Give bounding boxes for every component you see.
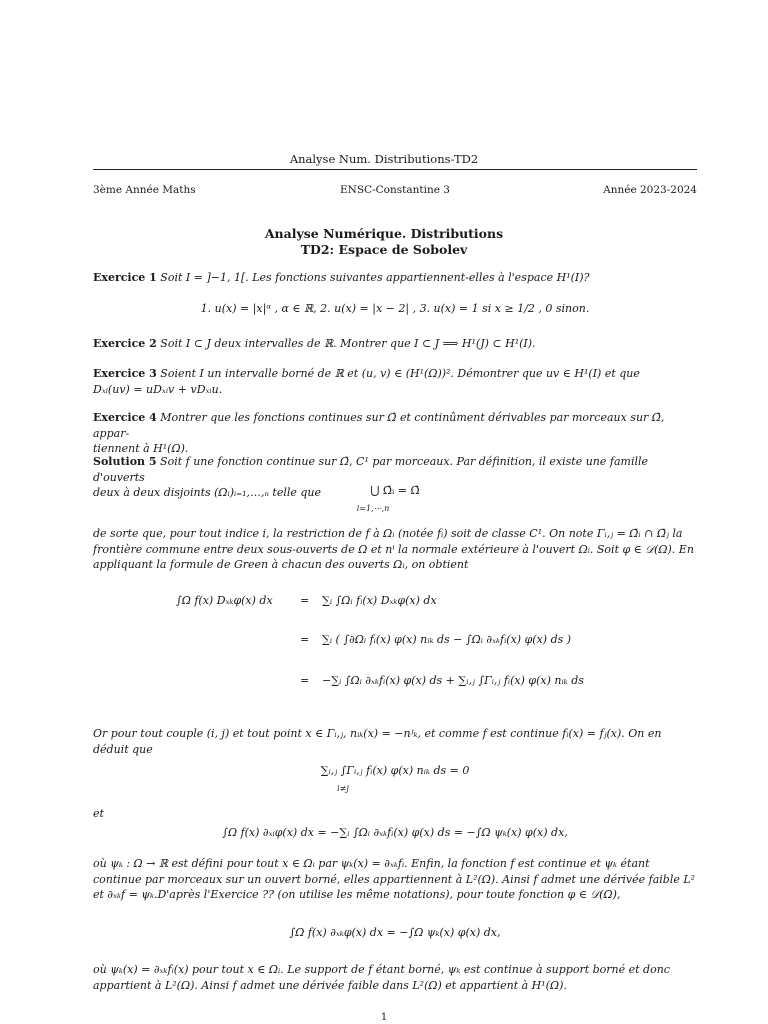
exercise-3-text-2: Dₓᵢ(uv) = uDₓᵢv + vDₓᵢu. <box>93 382 223 396</box>
exercise-4-text-2: tiennent à H¹(Ω). <box>93 442 189 455</box>
green-eq-lhs: ∫Ω f(x) Dₓₖφ(x) dx <box>176 594 273 607</box>
exercise-1-text: Soit I = ]−1, 1[. Les fonctions suivantes appartiennent-elles à l'espace H¹(I)? <box>160 271 590 284</box>
exercise-1-label: Exercice 1 <box>93 271 157 284</box>
solution-5-p3-line-2: déduit que <box>93 742 153 756</box>
solution-5-paragraph-2 <box>93 526 697 573</box>
union-equation-index: i=1,⋯,n <box>356 504 390 513</box>
solution-5-p5-line-1: où ψₖ : Ω → ℝ est défini pour tout x ∈ Ωᵢ par ψₖ(x) = ∂ₓₖfᵢ. Enfin, la fonction f est continue et ψₖ étant <box>93 857 650 870</box>
solution-5-p2-line-3: appliquant la formule de Green à chacun des ouverts Ωᵢ, on obtient <box>93 558 469 571</box>
zero-sum-equation: ∑ᵢ,ⱼ ∫Γᵢ,ⱼ fᵢ(x) φ(x) nᵢₖ ds = 0 <box>320 764 470 777</box>
solution-5-p3-line-1: Or pour tout couple (i, j) et tout point x ∈ Γᵢ,ⱼ, nᵢₖ(x) = −nʲₖ, et comme f est continue fᵢ(x) = fⱼ(x). On en <box>93 727 662 740</box>
union-equation <box>93 484 697 497</box>
green-eq-rhs-3: −∑ᵢ ∫Ωᵢ ∂ₓₖfᵢ(x) φ(x) ds + ∑ᵢ,ⱼ ∫Γᵢ,ⱼ fᵢ(x) φ(x) nᵢₖ ds <box>322 674 584 687</box>
solution-5-paragraph-5 <box>93 856 697 903</box>
exercise-2-label: Exercice 2 <box>93 337 157 350</box>
exercise-4-label: Exercice 4 <box>93 411 157 424</box>
ibp-equation: ∫Ω f(x) ∂ₓᵢφ(x) dx = −∑ᵢ ∫Ωᵢ ∂ₓₖfᵢ(x) φ(x) ds = −∫Ω ψₖ(x) φ(x) dx, <box>222 826 568 839</box>
green-eq-rhs-1: ∑ᵢ ∫Ωᵢ fᵢ(x) Dₓₖφ(x) dx <box>322 594 437 607</box>
running-title: Analyse Num. Distributions-TD2 <box>289 152 479 166</box>
solution-5-p2-line-2: frontière commune entre deux sous-ouverts de Ω et nⁱ la normale extérieure à l'ouvert Ωᵢ. Soit φ ∈ 𝒟(Ω). En <box>93 542 694 556</box>
header-school: ENSC-Constantine 3 <box>340 184 450 196</box>
solution-5-paragraph-6 <box>93 962 697 993</box>
green-eq-equals-2: = <box>300 633 310 646</box>
green-eq-equals-3: = <box>300 674 310 687</box>
header-rule <box>93 169 697 170</box>
zero-sum-index: i≠j <box>337 784 349 793</box>
solution-5-p6-line-2: appartient à L²(Ω). Ainsi f admet une dérivée faible dans L²(Ω) et appartient à H¹(Ω). <box>93 978 567 992</box>
exercise-3-text-1: Soient I un intervalle borné de ℝ et (u, v) ∈ (H¹(Ω))². Démontrer que uv ∈ H¹(I) et que <box>160 367 640 380</box>
exercise-4 <box>93 410 697 457</box>
solution-5-p2-line-1: de sorte que, pour tout indice i, la restriction de f à Ωᵢ (notée fᵢ) soit de classe C¹. On note Γᵢ,ⱼ = Ω̄ᵢ ∩ Ω̄ⱼ la <box>93 527 683 540</box>
header-level: 3ème Année Maths <box>93 184 196 196</box>
union-equation-body: ⋃ Ω̄ᵢ = Ω̄ <box>370 484 420 497</box>
header-row <box>93 184 697 198</box>
green-eq-equals-1: = <box>300 594 310 607</box>
exercise-1 <box>93 270 697 286</box>
solution-5-p5-line-2: continue par morceaux sur un ouvert borné, elles appartiennent à L²(Ω). Ainsi f admet une dérivée faible L² <box>93 872 696 886</box>
solution-5-p6-line-1: où ψₖ(x) = ∂ₓₖfᵢ(x) pour tout x ∈ Ωᵢ. Le support de f étant borné, ψₖ est continue à support borné et donc <box>93 963 670 976</box>
solution-5-line-2: deux à deux disjoints (Ωᵢ)ᵢ₌₁,…,ₙ telle que <box>93 486 322 499</box>
solution-5-label: Solution 5 <box>93 455 157 468</box>
solution-5-line-1: Soit f une fonction continue sur Ω̄, C¹ par morceaux. Par définition, il existe une famille d'ouverts <box>93 455 649 484</box>
solution-5-paragraph-3 <box>93 726 697 757</box>
exercise-4-text-1: Montrer que les fonctions continues sur Ω̄ et continûment dérivables par morceaux sur Ω̄, appar- <box>93 411 665 440</box>
document-subtitle: TD2: Espace de Sobolev <box>300 242 468 257</box>
header-year: Année 2023-2024 <box>603 184 697 196</box>
weak-derivative-equation: ∫Ω f(x) ∂ₓₖφ(x) dx = −∫Ω ψₖ(x) φ(x) dx, <box>289 926 501 939</box>
page-number: 1 <box>380 1012 388 1023</box>
exercise-3 <box>93 366 697 397</box>
exercise-2-text: Soit I ⊂ J deux intervalles de ℝ. Montrer que I ⊂ J ⟹ H¹(J) ⊂ H¹(I). <box>160 337 536 350</box>
green-eq-rhs-2: ∑ᵢ ( ∫∂Ωᵢ fᵢ(x) φ(x) nᵢₖ ds − ∫Ωᵢ ∂ₓₖfᵢ(x) φ(x) ds ) <box>322 633 572 646</box>
document-title: Analyse Numérique. Distributions <box>264 226 504 241</box>
solution-5-p5-line-3: et ∂ₓₖf = ψₖ.D'après l'Exercice ?? (on utilise les même notations), pour toute fonction φ ∈ 𝒟(Ω), <box>93 888 621 901</box>
exercise-3-label: Exercice 3 <box>93 367 157 380</box>
exercise-1-items: 1. u(x) = |x|ᵅ , α ∈ ℝ, 2. u(x) = |x − 2| , 3. u(x) = 1 si x ≥ 1/2 , 0 sinon. <box>200 302 590 315</box>
exercise-2 <box>93 336 697 352</box>
solution-5-et: et <box>93 807 104 820</box>
